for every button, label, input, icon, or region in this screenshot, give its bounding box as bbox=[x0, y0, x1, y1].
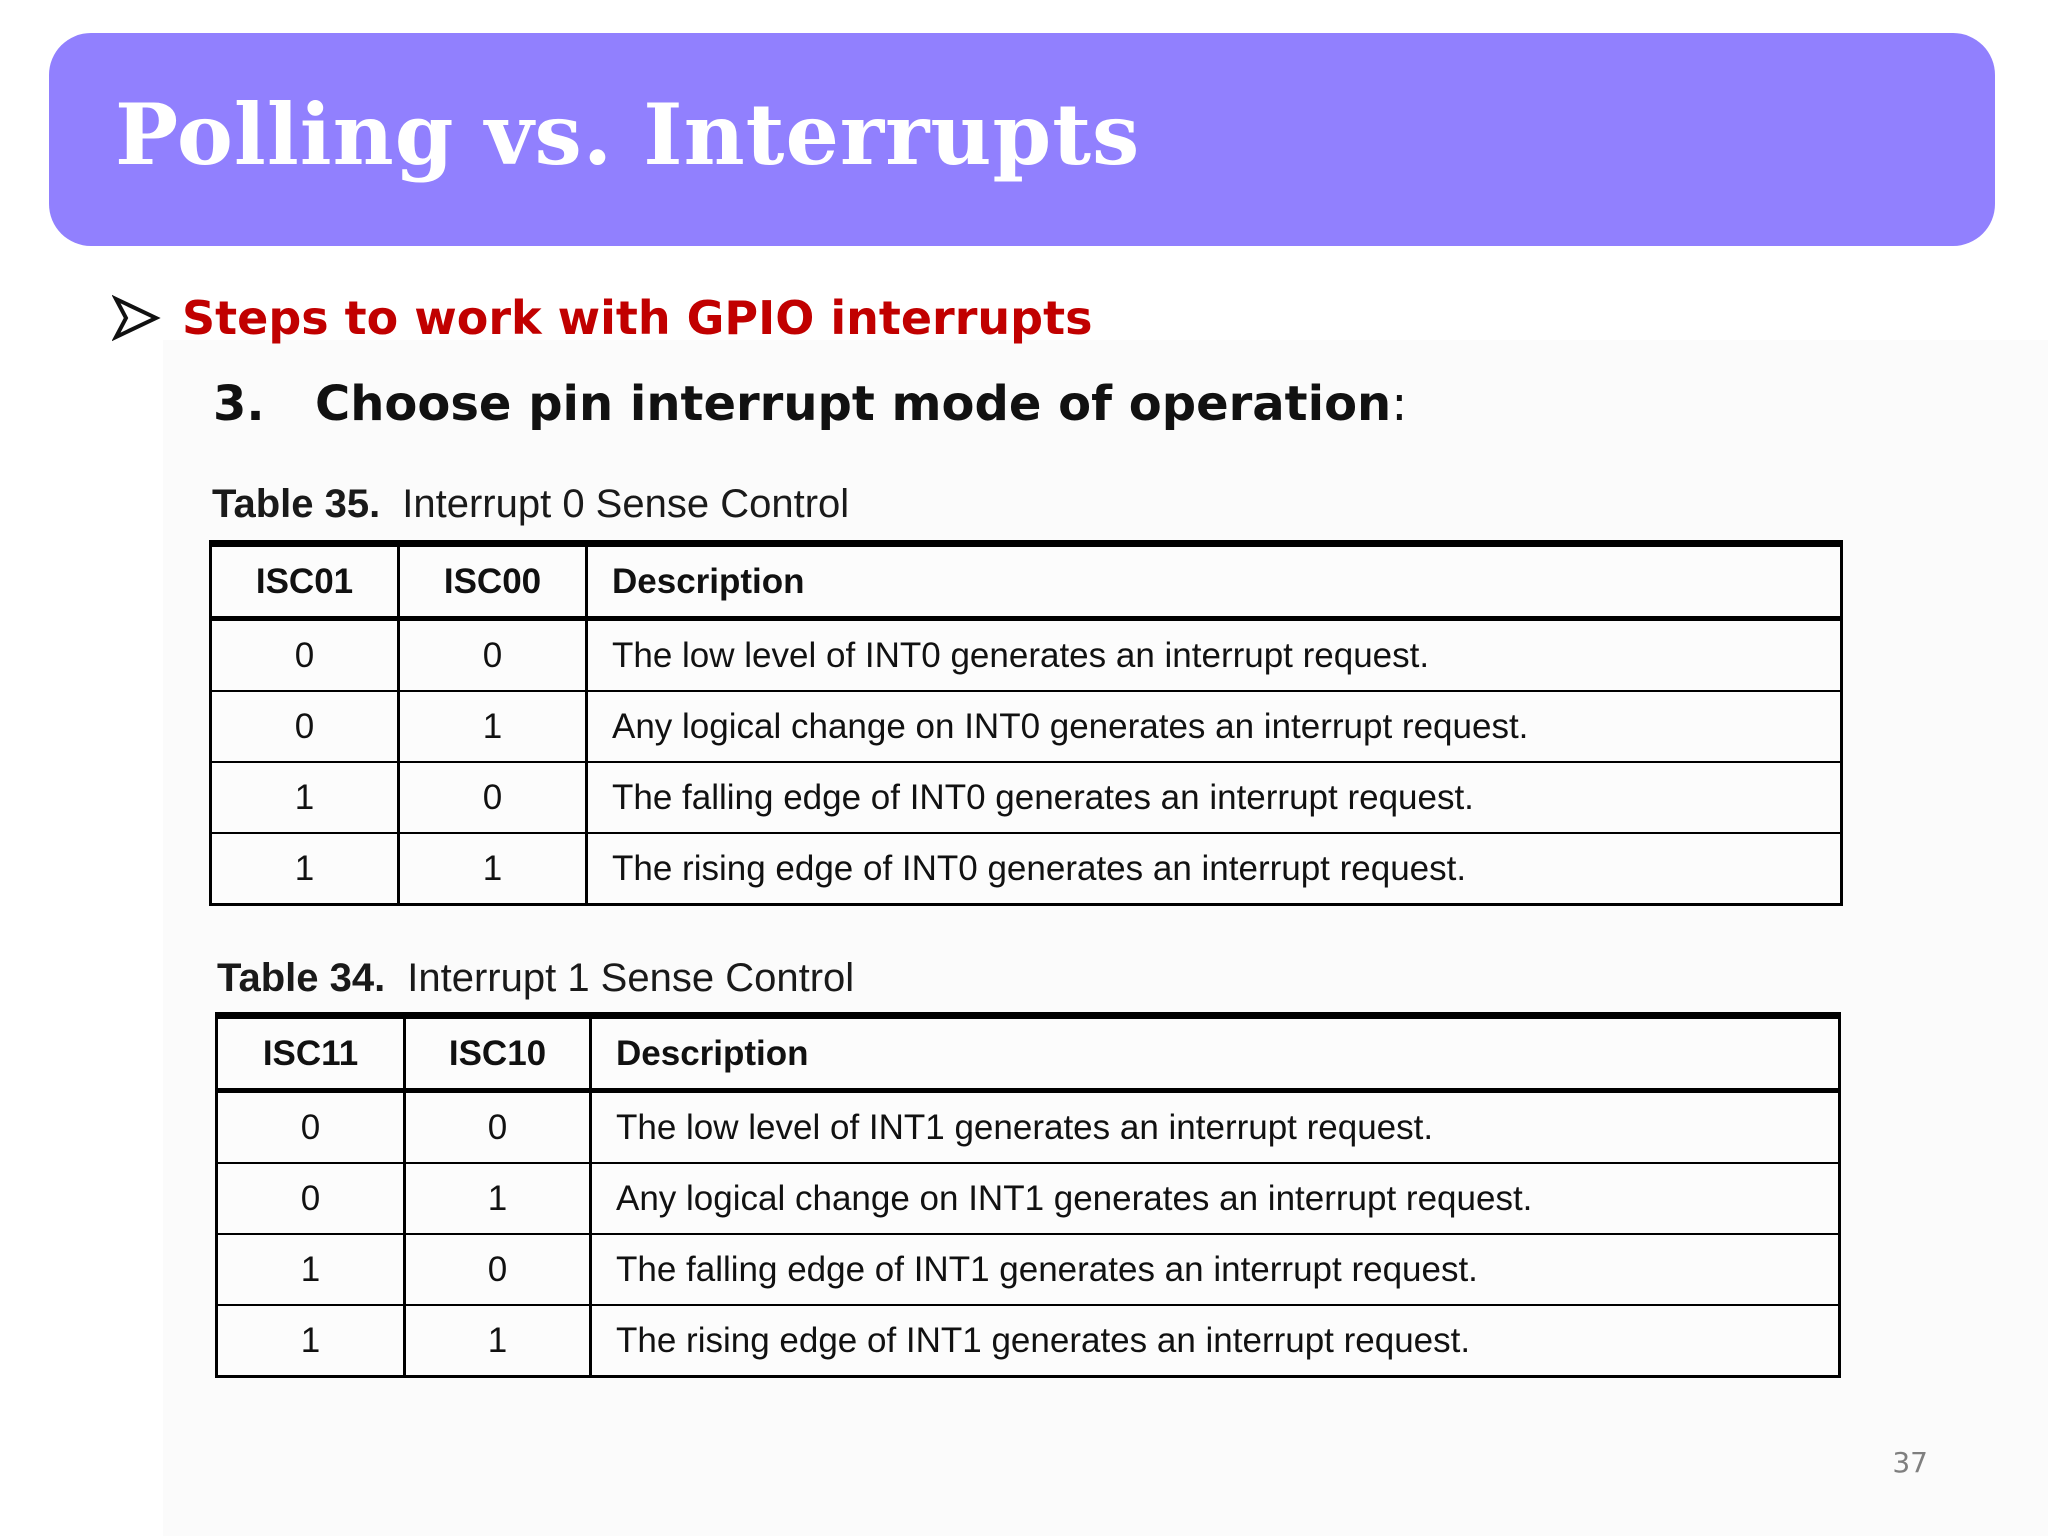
sense-control-table-int1 bbox=[215, 1012, 1841, 1378]
table-cell: Any logical change on INT1 generates an interrupt request. bbox=[591, 1163, 1840, 1234]
table-cell: 1 bbox=[399, 833, 587, 905]
page-number: 37 bbox=[1892, 1446, 1928, 1479]
column-header: ISC11 bbox=[217, 1016, 405, 1091]
table-cell: 1 bbox=[405, 1163, 591, 1234]
table-cell: 0 bbox=[405, 1234, 591, 1305]
table-cell: 0 bbox=[399, 619, 587, 692]
table-cell: 1 bbox=[211, 833, 399, 905]
table-cell: The low level of INT1 generates an interrupt request. bbox=[591, 1091, 1840, 1164]
table-row bbox=[217, 1305, 1840, 1377]
arrowhead-bullet-icon bbox=[112, 293, 162, 343]
table-cell: 0 bbox=[217, 1091, 405, 1164]
table-cell: 1 bbox=[405, 1305, 591, 1377]
column-header: ISC10 bbox=[405, 1016, 591, 1091]
table-cell: 1 bbox=[399, 691, 587, 762]
table-cell: 1 bbox=[211, 762, 399, 833]
table-caption bbox=[212, 482, 849, 527]
step-colon: : bbox=[1391, 376, 1408, 432]
table-cell: 0 bbox=[211, 691, 399, 762]
table-header-row bbox=[217, 1016, 1840, 1091]
bullet-point bbox=[112, 288, 1092, 348]
table-row bbox=[211, 762, 1842, 833]
column-header: ISC00 bbox=[399, 544, 587, 619]
table-caption bbox=[217, 956, 854, 1001]
table-caption-title: Interrupt 1 Sense Control bbox=[407, 956, 855, 1000]
column-header: Description bbox=[587, 544, 1842, 619]
step-item bbox=[213, 372, 1407, 436]
table-header-row bbox=[211, 544, 1842, 619]
table-cell: The low level of INT0 generates an interrupt request. bbox=[587, 619, 1842, 692]
table-cell: 1 bbox=[217, 1234, 405, 1305]
table-cell: 0 bbox=[399, 762, 587, 833]
table-caption-number: Table 35. bbox=[212, 482, 381, 526]
title-bar bbox=[49, 33, 1995, 246]
table-caption-number: Table 34. bbox=[217, 956, 386, 1000]
table-cell: 1 bbox=[217, 1305, 405, 1377]
sense-control-table-int0 bbox=[209, 540, 1843, 906]
table-cell: 0 bbox=[211, 619, 399, 692]
table-cell: The rising edge of INT1 generates an interrupt request. bbox=[591, 1305, 1840, 1377]
column-header: Description bbox=[591, 1016, 1840, 1091]
table-cell: The falling edge of INT1 generates an interrupt request. bbox=[591, 1234, 1840, 1305]
table-cell: The falling edge of INT0 generates an interrupt request. bbox=[587, 762, 1842, 833]
table-row bbox=[217, 1091, 1840, 1164]
table-caption-title: Interrupt 0 Sense Control bbox=[402, 482, 850, 526]
table-cell: 0 bbox=[217, 1163, 405, 1234]
table-cell: 0 bbox=[405, 1091, 591, 1164]
bullet-text: Steps to work with GPIO interrupts bbox=[182, 291, 1093, 345]
table-cell: The rising edge of INT0 generates an interrupt request. bbox=[587, 833, 1842, 905]
table-row bbox=[217, 1234, 1840, 1305]
table-row bbox=[211, 691, 1842, 762]
column-header: ISC01 bbox=[211, 544, 399, 619]
slide-title: Polling vs. Interrupts bbox=[115, 85, 1141, 184]
table-row bbox=[217, 1163, 1840, 1234]
step-number: 3. bbox=[213, 376, 265, 432]
step-text: Choose pin interrupt mode of operation bbox=[315, 376, 1392, 432]
table-row bbox=[211, 619, 1842, 692]
table-row bbox=[211, 833, 1842, 905]
table-cell: Any logical change on INT0 generates an interrupt request. bbox=[587, 691, 1842, 762]
